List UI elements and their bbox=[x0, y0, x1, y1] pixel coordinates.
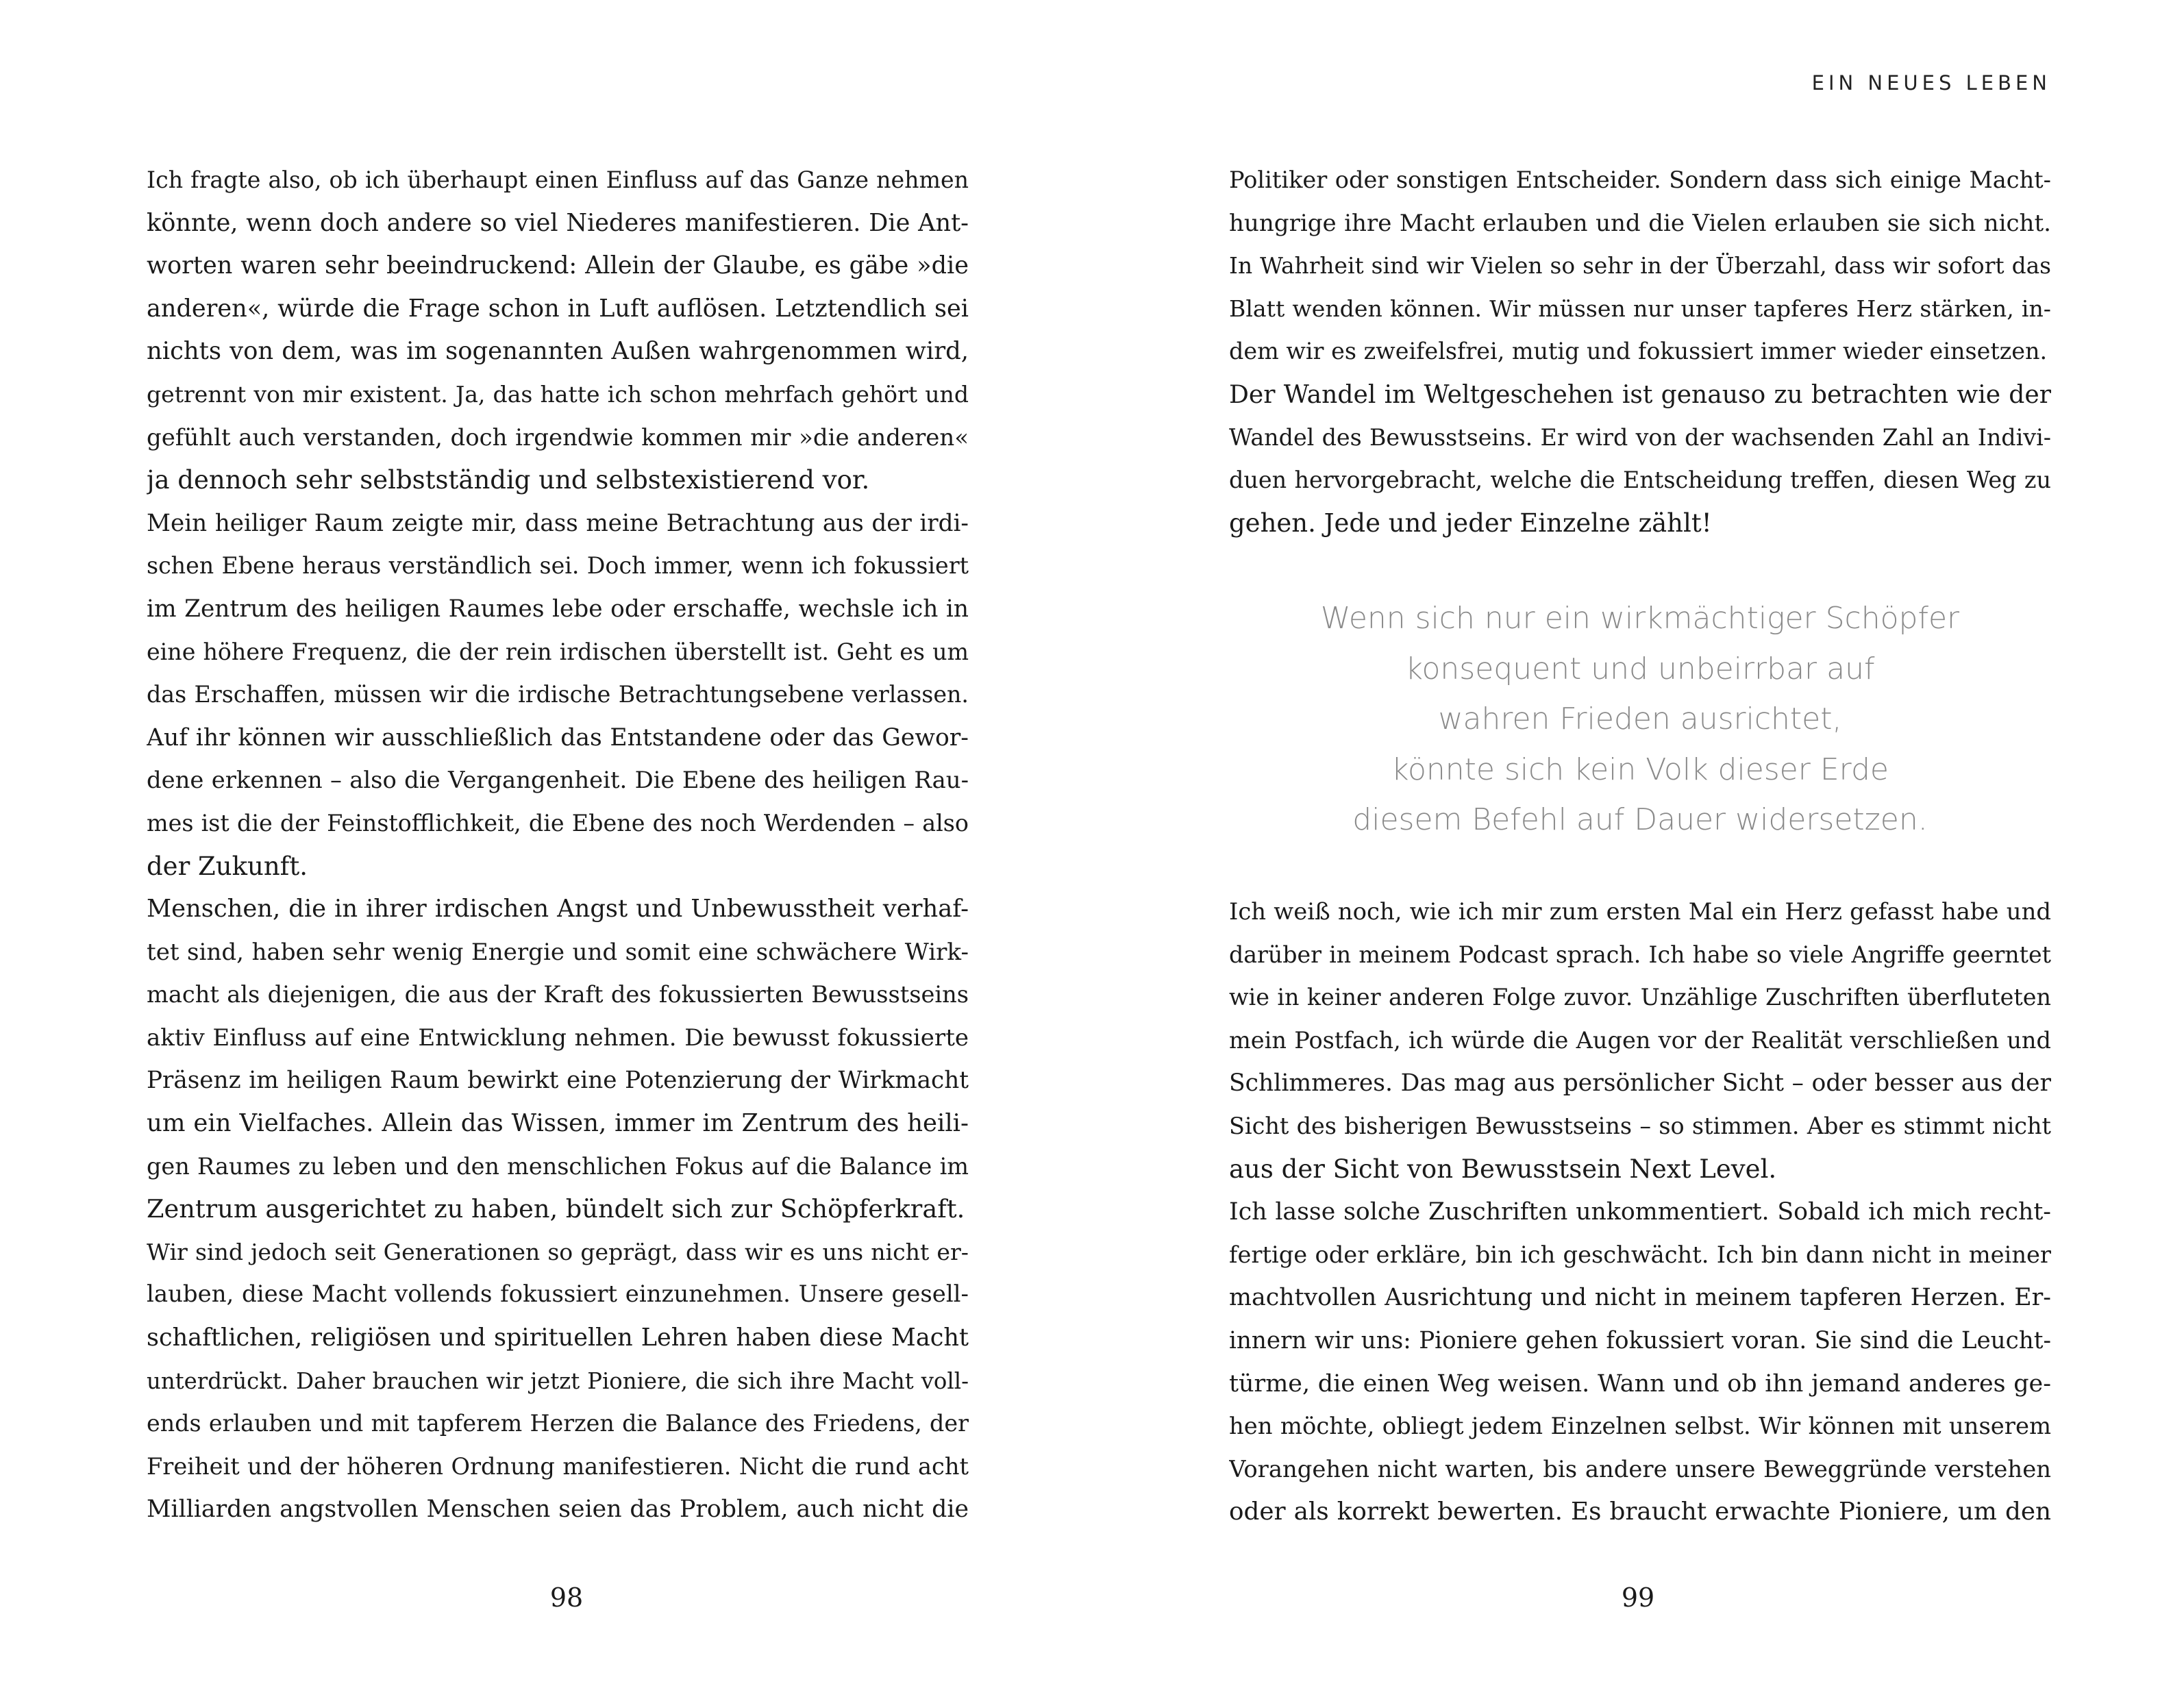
pull-quote bbox=[1229, 593, 2051, 845]
body-line: Menschen, die in ihrer irdischen Angst und Unbewusstheit verhaf- bbox=[147, 895, 969, 923]
body-line: gen Raumes zu leben und den menschlichen Fokus auf die Balance im bbox=[147, 1152, 969, 1180]
page-number-left: 98 bbox=[549, 1583, 584, 1613]
body-line: Vorangehen nicht warten, bis andere unsere Beweggründe verstehen bbox=[1229, 1455, 2051, 1483]
body-line: Sicht des bisherigen Bewusstseins – so stimmen. Aber es stimmt nicht bbox=[1229, 1112, 2051, 1139]
body-line: schaftlichen, religiösen und spirituellen Lehren haben diese Macht bbox=[147, 1324, 969, 1352]
body-line: dene erkennen – also die Vergangenheit. Die Ebene des heiligen Rau- bbox=[147, 767, 969, 794]
body-line: Milliarden angstvollen Menschen seien das Problem, auch nicht die bbox=[147, 1496, 969, 1524]
quote-line: konsequent und unbeirrbar auf bbox=[1405, 651, 1875, 686]
right-page bbox=[1092, 0, 2184, 1699]
page-number-right: 99 bbox=[1621, 1583, 1655, 1613]
quote-line: wahren Frieden ausrichtet, bbox=[1438, 702, 1842, 736]
quote-line: Wenn sich nur ein wirkmächtiger Schöpfer bbox=[1320, 601, 1960, 636]
right-body-text-bottom bbox=[1229, 891, 2051, 1534]
body-line: innern wir uns: Pioniere gehen fokussiert voran. Sie sind die Leucht- bbox=[1229, 1326, 2051, 1354]
body-line: darüber in meinem Podcast sprach. Ich habe so viele Angriffe geerntet bbox=[1229, 941, 2051, 968]
body-line: anderen«, würde die Frage schon in Luft auflösen. Letztendlich sei bbox=[147, 294, 969, 323]
body-line: Ich weiß noch, wie ich mir zum ersten Mal ein Herz gefasst habe und bbox=[1229, 898, 2051, 925]
body-line: wie in keiner anderen Folge zuvor. Unzählige Zuschriften überfluteten bbox=[1229, 984, 2051, 1011]
body-line: machtvollen Ausrichtung und nicht in meinem tapferen Herzen. Er- bbox=[1229, 1284, 2051, 1312]
body-line: oder als korrekt bewerten. Es braucht erwachte Pioniere, um den bbox=[1229, 1498, 2051, 1526]
body-line: aktiv Einfluss auf eine Entwicklung nehmen. Die bewusst fokussierte bbox=[147, 1024, 969, 1052]
body-line: unterdrückt. Daher brauchen wir jetzt Pioniere, die sich ihre Macht voll- bbox=[147, 1367, 969, 1394]
body-line: gehen. Jede und jeder Einzelne zählt! bbox=[1229, 508, 1712, 538]
body-line: mein Postfach, ich würde die Augen vor der Realität verschließen und bbox=[1229, 1026, 2051, 1054]
body-line: der Zukunft. bbox=[147, 851, 308, 881]
running-head: EIN NEUES LEBEN bbox=[1811, 71, 2051, 95]
left-body-text bbox=[147, 159, 969, 1531]
body-line: dem wir es zweifelsfrei, mutig und fokussiert immer wieder einsetzen. bbox=[1229, 338, 2048, 365]
quote-line: könnte sich kein Volk dieser Erde bbox=[1391, 752, 1889, 787]
body-line: schen Ebene heraus verständlich sei. Doch immer, wenn ich fokussiert bbox=[147, 552, 969, 580]
right-body-text-top bbox=[1229, 159, 2051, 545]
body-line: Blatt wenden können. Wir müssen nur unser tapferes Herz stärken, in- bbox=[1229, 295, 2051, 322]
body-line: lauben, diese Macht vollends fokussiert einzunehmen. Unsere gesell- bbox=[147, 1281, 969, 1309]
body-line: worten waren sehr beeindruckend: Allein der Glaube, es gäbe »die bbox=[147, 251, 969, 280]
body-line: Wandel des Bewusstseins. Er wird von der wachsenden Zahl an Indivi- bbox=[1229, 423, 2051, 451]
body-line: In Wahrheit sind wir Vielen so sehr in der Überzahl, dass wir sofort das bbox=[1229, 253, 2051, 280]
body-line: hen möchte, obliegt jedem Einzelnen selbst. Wir können mit unserem bbox=[1229, 1413, 2051, 1440]
body-line: tet sind, haben sehr wenig Energie und somit eine schwächere Wirk- bbox=[147, 938, 969, 966]
body-line: eine höhere Frequenz, die der rein irdischen überstellt ist. Geht es um bbox=[147, 638, 969, 665]
body-line: Mein heiliger Raum zeigte mir, dass meine Betrachtung aus der irdi- bbox=[147, 509, 969, 537]
body-line: gefühlt auch verstanden, doch irgendwie kommen mir »die anderen« bbox=[147, 423, 969, 451]
body-line: mes ist die der Feinstofflichkeit, die Ebene des noch Werdenden – also bbox=[147, 809, 969, 836]
body-line: Ich lasse solche Zuschriften unkommentiert. Sobald ich mich recht- bbox=[1229, 1198, 2051, 1226]
body-line: hungrige ihre Macht erlauben und die Vielen erlauben sie sich nicht. bbox=[1229, 209, 2051, 237]
body-line: das Erschaffen, müssen wir die irdische Betrachtungsebene verlassen. bbox=[147, 681, 969, 708]
body-line: um ein Vielfaches. Allein das Wissen, immer im Zentrum des heili- bbox=[147, 1109, 969, 1138]
body-line: türme, die einen Weg weisen. Wann und ob ihn jemand anderes ge- bbox=[1229, 1369, 2051, 1398]
body-line: Ich fragte also, ob ich überhaupt einen Einfluss auf das Ganze nehmen bbox=[147, 166, 969, 193]
body-line: Freiheit und der höheren Ordnung manifestieren. Nicht die rund acht bbox=[147, 1452, 969, 1480]
body-line: Schlimmeres. Das mag aus persönlicher Sicht – oder besser aus der bbox=[1229, 1069, 2051, 1097]
body-line: macht als diejenigen, die aus der Kraft des fokussierten Bewusstseins bbox=[147, 981, 969, 1008]
body-line: Zentrum ausgerichtet zu haben, bündelt sich zur Schöpferkraft. bbox=[147, 1194, 965, 1224]
body-line: im Zentrum des heiligen Raumes lebe oder erschaffe, wechsle ich in bbox=[147, 595, 969, 623]
body-line: Wir sind jedoch seit Generationen so geprägt, dass wir es uns nicht er- bbox=[147, 1238, 969, 1265]
quote-line: diesem Befehl auf Dauer widersetzen. bbox=[1352, 802, 1928, 837]
body-line: aus der Sicht von Bewusstsein Next Level. bbox=[1229, 1154, 1777, 1184]
body-line: Präsenz im heiligen Raum bewirkt eine Potenzierung der Wirkmacht bbox=[147, 1067, 969, 1095]
body-line: ja dennoch sehr selbstständig und selbstexistierend vor. bbox=[147, 465, 870, 495]
body-line: Auf ihr können wir ausschließlich das Entstandene oder das Gewor- bbox=[147, 723, 969, 752]
body-line: Der Wandel im Weltgeschehen ist genauso zu betrachten wie der bbox=[1229, 380, 2051, 409]
body-line: getrennt von mir existent. Ja, das hatte ich schon mehrfach gehört und bbox=[147, 380, 969, 408]
body-line: könnte, wenn doch andere so viel Niederes manifestieren. Die Ant- bbox=[147, 208, 969, 237]
body-line: fertige oder erkläre, bin ich geschwächt. Ich bin dann nicht in meiner bbox=[1229, 1241, 2051, 1268]
body-line: duen hervorgebracht, welche die Entscheidung treffen, diesen Weg zu bbox=[1229, 467, 2051, 494]
body-line: ends erlauben und mit tapferem Herzen die Balance des Friedens, der bbox=[147, 1410, 969, 1437]
body-line: nichts von dem, was im sogenannten Außen wahrgenommen wird, bbox=[147, 337, 969, 366]
body-line: Politiker oder sonstigen Entscheider. Sondern dass sich einige Macht- bbox=[1229, 166, 2051, 193]
